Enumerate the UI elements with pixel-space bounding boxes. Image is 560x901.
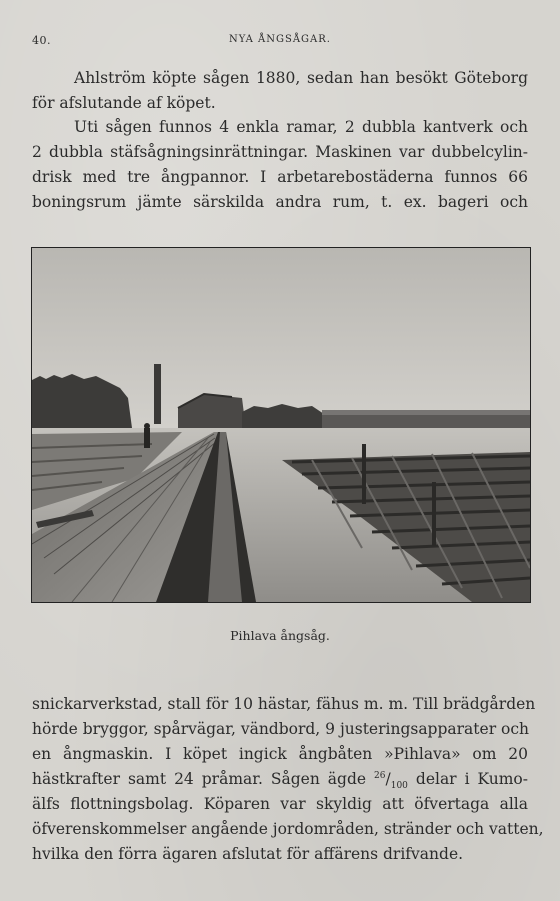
text-fragment: hästkrafter samt 24 pråmar. Sågen ägde: [32, 770, 367, 788]
text-line: hvilka den förra ägaren afslutat för affärens drifvande.: [32, 845, 464, 863]
text-line-with-fraction: hästkrafter samt 24 pråmar. Sågen ägde $^{26}/_{100}$ delar i Kumo-: [32, 770, 528, 792]
page-number: 40.: [32, 34, 51, 47]
text-fragment: delar i Kumo-: [415, 770, 528, 788]
text-line: en ångmaskin. I köpet ingick ångbåten »Pihlava» om 20: [32, 745, 528, 763]
text-line: 2 dubbla stäfsågningsinrättningar. Maskinen var dubbelcylin-: [32, 143, 528, 161]
text-line: boningsrum jämte särskilda andra rum, t. ex. bageri och: [32, 193, 528, 211]
fraction-denominator: 100: [390, 781, 408, 792]
sawmill-photograph: [31, 247, 531, 603]
paragraph-2: [32, 115, 528, 215]
text-line: öfverenskommelser angående jordområden, stränder och vatten,: [32, 820, 544, 838]
text-line: Uti sågen funnos 4 enkla ramar, 2 dubbla kantverk och: [74, 118, 528, 136]
photo-illustration: [32, 248, 530, 602]
paragraph-3: [32, 692, 544, 867]
page-header: [32, 34, 528, 50]
text-line: för afslutande af köpet.: [32, 94, 216, 112]
fraction-numerator: 26: [374, 771, 386, 781]
text-line: Ahlström köpte sågen 1880, sedan han besökt Göteborg: [74, 69, 528, 87]
paragraph-1: [32, 66, 528, 116]
text-line: hörde bryggor, spårvägar, vändbord, 9 justeringsapparater och: [32, 720, 530, 738]
text-line: snickarverkstad, stall för 10 hästar, fähus m. m. Till brädgården: [32, 695, 536, 713]
running-head: NYA ÅNGSÅGAR.: [229, 34, 331, 45]
text-line: drisk med tre ångpannor. I arbetarebostäderna funnos 66: [32, 168, 528, 186]
figure-caption: Pihlava ångsåg.: [230, 628, 330, 643]
text-line: älfs flottningsbolag. Köparen var skyldig att öfvertaga alla: [32, 795, 528, 813]
